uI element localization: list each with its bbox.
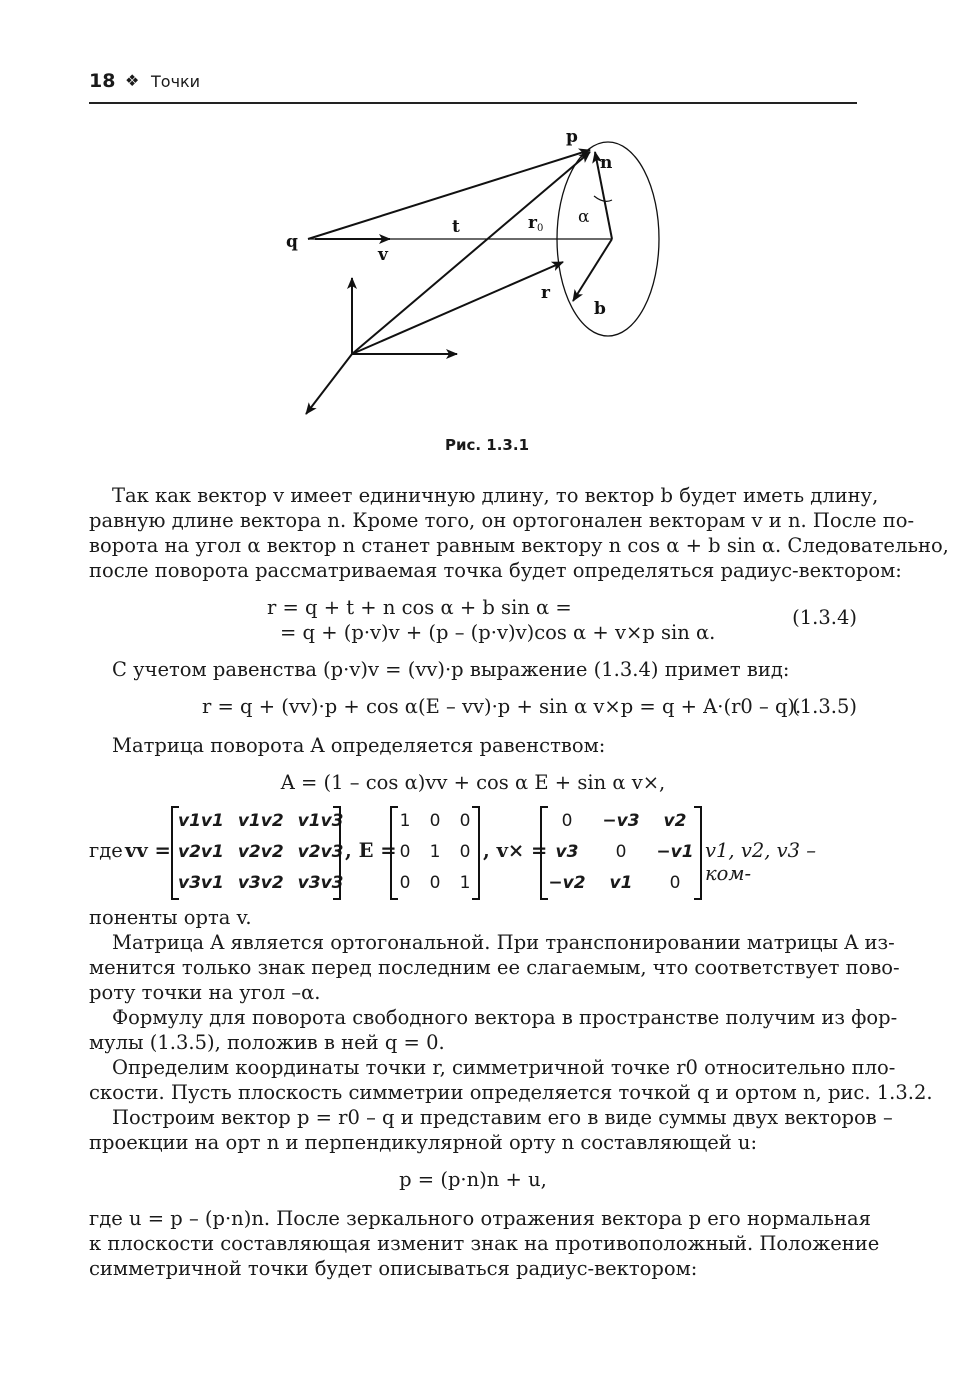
label-n: n (600, 153, 613, 173)
matrix-prefix: где (89, 839, 123, 862)
para2: С учетом равенства (p·v)v = (vv)·p выражение (1.3.4) примет вид: (112, 658, 790, 681)
eq-135-number: (1.3.5) (792, 695, 857, 718)
vv-cell: v3v1 (178, 872, 224, 893)
vv-cell: v2v3 (297, 841, 344, 862)
vv-cell: v1v3 (297, 811, 344, 832)
vv-cell: v2v1 (178, 841, 224, 862)
vv-cell: v1v1 (178, 811, 224, 832)
para4: поненты орта v. (89, 906, 252, 929)
eq-135: r = q + (vv)·p + cos α(E – vv)·p + sin α v×p = q + A·(r0 – q). (202, 695, 802, 718)
para5-line2: менится только знак перед последним ее слагаемым, что соответствует пово- (89, 956, 900, 979)
axis-x (306, 354, 352, 414)
vv-cell: v1v2 (237, 811, 284, 832)
vv-cell: v3v3 (297, 872, 344, 893)
figure-1-3-1 (270, 118, 690, 428)
label-t: t (452, 217, 460, 237)
vector-b (573, 239, 612, 301)
para1-line4: после поворота рассматриваемая точка будет определяться радиус-вектором: (89, 559, 902, 582)
eq-134-line1: r = q + t + n cos α + b sin α = (267, 596, 572, 619)
para1-line2: равную длине вектора n. Кроме того, он ортогонален векторам v и n. После по- (89, 509, 915, 532)
matrix-vv (171, 806, 344, 898)
para8-line2: проекции на орт n и перпендикулярной орту n составляющей u: (89, 1131, 758, 1154)
matrices-row (89, 806, 857, 898)
para9-line2: к плоскости составляющая изменит знак на противоположный. Положение (89, 1232, 880, 1255)
vector-r (352, 262, 563, 354)
page-number: 18 (89, 70, 116, 92)
ornament-icon: ❖ (125, 71, 140, 90)
vector-q-p (308, 150, 590, 239)
label-q: q (286, 232, 298, 252)
vv-cell: v2v2 (237, 841, 284, 862)
para1-line3: ворота на угол α вектор n станет равным вектору n cos α + b sin α. Следовательно, (89, 534, 949, 557)
E-label: , E = (345, 839, 397, 862)
para8-line1: Построим вектор p = r0 – q и представим его в виде суммы двух векторов – (112, 1106, 893, 1129)
label-b: b (594, 299, 606, 319)
para3: Матрица поворота A определяется равенством: (112, 734, 606, 757)
matrix-E: 1 0 0 0 1 0 0 0 1 (390, 806, 480, 898)
eq-134-number: (1.3.4) (792, 606, 857, 629)
para6-line2: мулы (1.3.5), положив в ней q = 0. (89, 1031, 445, 1054)
para5-line1: Матрица A является ортогональной. При транспонировании матрицы A из- (112, 931, 895, 954)
eq-p: p = (p·n)n + u, (399, 1168, 547, 1191)
vx-label: , v× = (483, 839, 548, 862)
para1-line1: Так как вектор v имеет единичную длину, то вектор b будет иметь длину, (112, 484, 879, 507)
eq-134-line2: = q + (p·v)v + (p – (p·v)v)cos α + v×p sin α. (280, 621, 716, 644)
figure-caption: Рис. 1.3.1 (444, 436, 530, 454)
chapter-title: Точки (151, 72, 201, 91)
para6-line1: Формулу для поворота свободного вектора в пространстве получим из фор- (112, 1006, 898, 1029)
label-v: v (378, 245, 388, 265)
para9-line1: где u = p – (p·n)n. После зеркального отражения вектора p его нормальная (89, 1207, 871, 1230)
running-header (89, 66, 857, 104)
vv-cell: v3v2 (237, 872, 284, 893)
para7-line1: Определим координаты точки r, симметричной точке r0 относительно пло- (112, 1056, 896, 1079)
label-r: r (541, 283, 550, 303)
eq-A: A = (1 – cos α)vv + cos α E + sin α v×, (280, 771, 666, 794)
label-alpha: α (578, 207, 590, 227)
vv-label: vv = (125, 839, 171, 862)
label-r0: r0 (528, 213, 544, 234)
label-p: p (566, 127, 578, 147)
para7-line2: скости. Пусть плоскость симметрии определяется точкой q и ортом n, рис. 1.3.2. (89, 1081, 933, 1104)
matrix-suffix: v1, v2, v3 – ком- (705, 839, 817, 885)
para9-line3: симметричной точки будет описываться радиус-вектором: (89, 1257, 698, 1280)
para5-line3: роту точки на угол –α. (89, 981, 321, 1004)
matrix-vx: 0 −v3 v2 v3 0 −v1 −v2 v1 0 (540, 806, 702, 898)
